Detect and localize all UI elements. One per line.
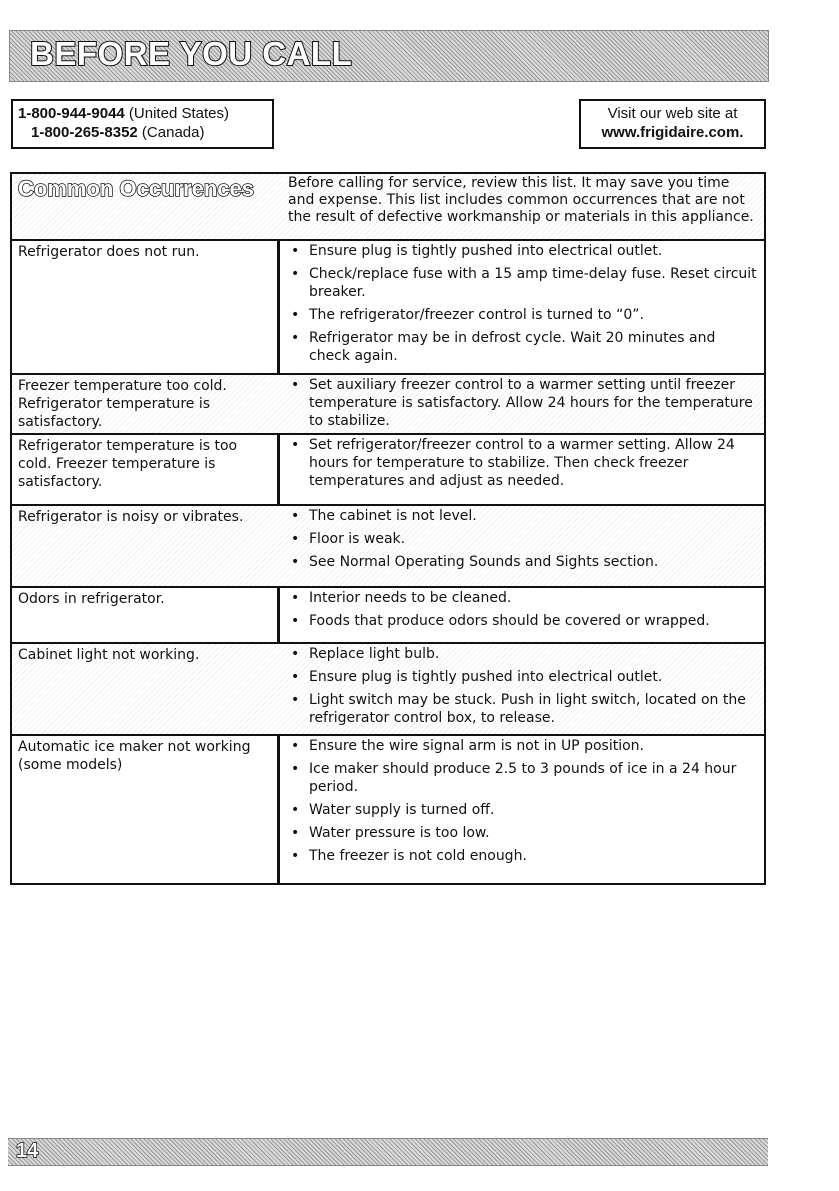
solution-list (288, 589, 758, 630)
solution-item: • The freezer is not cold enough. (288, 847, 758, 865)
solution-item: • Water supply is turned off. (288, 801, 758, 819)
solution-cell (280, 588, 764, 635)
solution-item: • Water pressure is too low. (288, 824, 758, 842)
solution-cell (280, 644, 764, 732)
occurrences-table (10, 172, 766, 885)
phone-number-us: 1-800-944-9044 (18, 105, 125, 122)
solution-item: • Check/replace fuse with a 15 amp time-delay fuse. Reset circuit breaker. (288, 265, 758, 301)
phone-line-us (13, 104, 272, 123)
table-title: Common Occurrences (18, 176, 254, 201)
solution-item: • Ensure plug is tightly pushed into electrical outlet. (288, 242, 758, 260)
website-url: www.frigidaire.com. (601, 124, 744, 141)
solution-item: • Light switch may be stuck. Push in light switch, located on the refrigerator control box, to release. (288, 691, 758, 727)
table-row (12, 241, 764, 375)
solution-cell (280, 241, 764, 370)
table-row (12, 375, 764, 435)
phone-label-us: (United States) (124, 105, 229, 122)
solution-item: • Refrigerator may be in defrost cycle. Wait 20 minutes and check again. (288, 329, 758, 365)
solution-item: • Replace light bulb. (288, 645, 758, 663)
solution-item: • The cabinet is not level. (288, 507, 758, 525)
table-header-row (12, 174, 764, 241)
table-row (12, 435, 764, 506)
website-box (579, 99, 766, 149)
problem-cell: Freezer temperature too cold. Refrigerator temperature is satisfactory. (18, 378, 227, 430)
phone-contact-box (11, 99, 274, 149)
page-number: 14 (16, 1140, 39, 1162)
phone-number-canada: 1-800-265-8352 (31, 124, 138, 141)
phone-label-canada: (Canada) (137, 124, 205, 141)
solution-item: • Interior needs to be cleaned. (288, 589, 758, 607)
problem-cell: Refrigerator temperature is too cold. Freezer temperature is satisfactory. (18, 438, 238, 490)
solution-item: • Ice maker should produce 2.5 to 3 pounds of ice in a 24 hour period. (288, 760, 758, 796)
solution-list (288, 737, 758, 865)
table-intro: Before calling for service, review this list. It may save you time and expense. This list includes common occurrences that are not the result of defective workmanship or materials in this appliance. (288, 175, 754, 225)
section-banner (9, 30, 769, 82)
solution-item: • Foods that produce odors should be covered or wrapped. (288, 612, 758, 630)
solution-item: • Ensure the wire signal arm is not in UP position. (288, 737, 758, 755)
solution-item: • See Normal Operating Sounds and Sights section. (288, 553, 758, 571)
solution-list (288, 242, 758, 365)
problem-cell: Automatic ice maker not working (some models) (18, 739, 251, 773)
table-row (12, 588, 764, 644)
footer-strip (8, 1138, 768, 1166)
solution-item: • Floor is weak. (288, 530, 758, 548)
website-text: Visit our web site at (607, 105, 738, 122)
table-header-cell (12, 174, 277, 200)
solution-cell (280, 435, 764, 495)
solution-item: • Set refrigerator/freezer control to a warmer setting. Allow 24 hours for temperature to stabilize. Then check freezer temperatures and adjust as needed. (288, 436, 758, 490)
solution-list (288, 376, 758, 430)
problem-cell: Refrigerator is noisy or vibrates. (18, 509, 244, 525)
solution-item: • Set auxiliary freezer control to a warmer setting until freezer temperature is satisfactory. Allow 24 hours for the temperature to stabilize. (288, 376, 758, 430)
phone-line-canada (13, 123, 272, 142)
solution-cell (280, 736, 764, 870)
page-title: BEFORE YOU CALL (30, 35, 353, 72)
table-intro-cell (280, 174, 764, 226)
table-row (12, 506, 764, 588)
solution-cell (280, 506, 764, 576)
solution-list (288, 436, 758, 490)
solution-list (288, 645, 758, 727)
table-row (12, 644, 764, 736)
problem-cell: Refrigerator does not run. (18, 244, 200, 260)
table-row (12, 736, 764, 883)
problem-cell: Odors in refrigerator. (18, 591, 165, 607)
solution-list (288, 507, 758, 571)
solution-item: • Ensure plug is tightly pushed into electrical outlet. (288, 668, 758, 686)
problem-cell: Cabinet light not working. (18, 647, 200, 663)
solution-item: • The refrigerator/freezer control is turned to “0”. (288, 306, 758, 324)
solution-cell (280, 375, 764, 435)
